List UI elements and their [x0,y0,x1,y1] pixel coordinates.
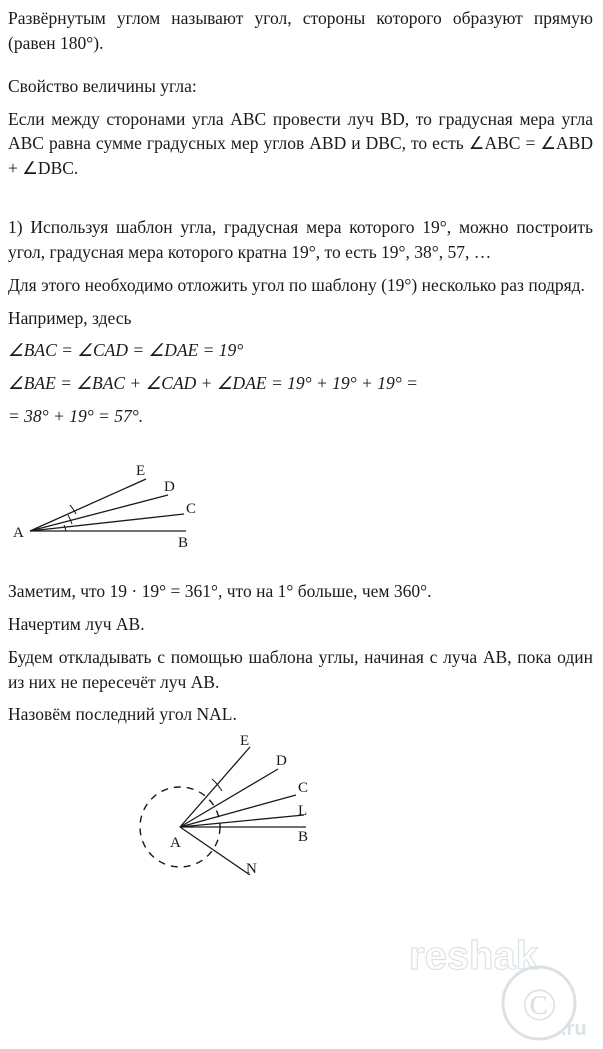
paragraph-draw-ray: Начертим луч AB. [8,613,145,634]
figure2-label-N: N [246,861,257,876]
paragraph-remark-361: Заметим, что 19 · 19° = 361°, что на 1° больше, чем 360°. [8,580,432,601]
figure2-label-C: C [298,780,309,797]
watermark-reshak [409,925,599,1045]
spacer [8,64,593,74]
figure2-label-E: E [240,735,250,750]
paragraph-example-intro: Например, здесь [8,307,132,328]
paragraph-name-last-angle: Назовём последний угол NAL. [8,704,237,725]
watermark-text: reshak [409,934,538,978]
paragraph-task-1: 1) Используя шаблон угла, градусная мера которого 19°, можно построить угол, градусная мера которого кратна 19°, то есть 19°, 38°, 57, … [8,217,593,262]
paragraph-developed-angle: Развёрнутым углом называют угол, стороны которого образуют прямую (равен 180°). [8,8,593,53]
paragraph-property-heading: Свойство величины угла: [8,75,197,96]
figure2-label-L: L [298,803,308,820]
figure1-label-D: D [164,478,175,495]
equation-sum-line-1: ∠BAE = ∠BAC + ∠CAD + ∠DAE = 19° + 19° + 19° = [8,373,418,394]
equation-sum-line-2: = 38° + 19° = 57°. [8,406,144,427]
equation-angles-equal: ∠BAC = ∠CAD = ∠DAE = 19° [8,340,244,361]
watermark-circle [503,967,575,1039]
spacer [8,189,593,215]
figure2-label-B: B [298,829,309,846]
paragraph-property-body: Если между сторонами угла ABC провести луч BD, то градусная мера угла ABC равна сумме градусных мер углов ABD и DBC, то есть ∠ABC = ∠ABD + ∠DBC. [8,108,593,179]
angle-full-turn-figure [118,735,593,875]
figure1-label-E: E [136,462,146,479]
paragraph-task-1-note: Для этого необходимо отложить угол по шаблону (19°) несколько раз подряд. [8,274,585,295]
figure1-label-B: B [178,534,189,551]
figure2-label-D: D [276,753,287,770]
figure1-label-C: C [186,500,197,517]
figure2-label-A: A [170,835,181,852]
spacer [8,561,593,579]
watermark-suffix: .ru [561,1018,587,1040]
watermark-symbol: © [522,979,557,1030]
angle-fan-figure [8,461,593,551]
paragraph-lay-off-angles: Будем откладывать с помощью шаблона углы, начиная с луча AB, пока один из них не пересечёт луч AB. [8,646,593,692]
spacer [8,437,593,455]
figure1-label-A: A [13,524,24,541]
